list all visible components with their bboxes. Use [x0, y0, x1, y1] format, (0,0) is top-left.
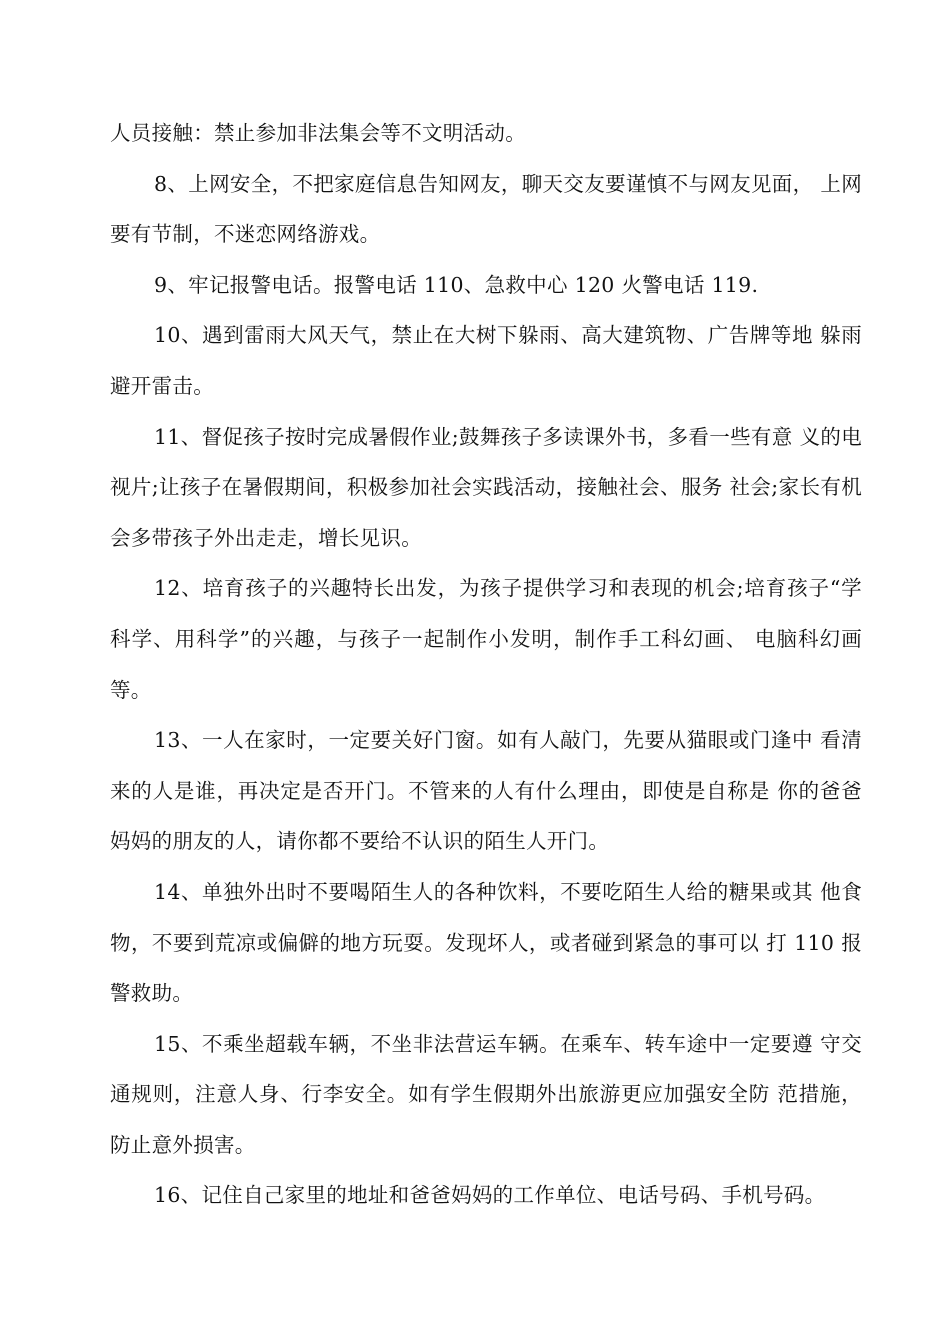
paragraph-item-11: 11、督促孩子按时完成暑假作业;鼓舞孩子多读课外书，多看一些有意 义的电视片;让孩子在暑假期间，积极参加社会实践活动，接触社会、服务 社会;家长有机会多带孩子外出走走，增长见识。 [110, 424, 862, 550]
paragraph-item-8: 8、上网安全，不把家庭信息告知网友，聊天交友要谨慎不与网友见面， 上网要有节制，不迷恋网络游戏。 [110, 171, 862, 247]
paragraph-item-13: 13、一人在家时，一定要关好门窗。如有人敲门，先要从猫眼或门逢中 看清来的人是谁，再决定是否开门。不管来的人有什么理由，即使是自称是 你的爸爸妈妈的朋友的人，请你都不要给不认识的陌生人开门。 [110, 728, 862, 854]
document-body [110, 108, 862, 1221]
paragraph-item-12: 12、培育孩子的兴趣特长出发，为孩子提供学习和表现的机会;培育孩子“学科学、用科学”的兴趣，与孩子一起制作小发明，制作手工科幻画、 电脑科幻画等。 [110, 576, 862, 702]
paragraph-continuation: 人员接触：禁止参加非法集会等不文明活动。 [110, 121, 526, 145]
paragraph-item-9: 9、牢记报警电话。报警电话 110、急救中心 120 火警电话 119. [154, 272, 759, 297]
paragraph-item-15: 15、不乘坐超载车辆，不坐非法营运车辆。在乘车、转车途中一定要遵 守交通规则，注意人身、行李安全。如有学生假期外出旅游更应加强安全防 范措施，防止意外损害。 [110, 1031, 862, 1157]
paragraph-item-16: 16、记住自己家里的地址和爸爸妈妈的工作单位、电话号码、手机号码。 [154, 1183, 826, 1208]
paragraph-item-10: 10、遇到雷雨大风天气，禁止在大树下躲雨、高大建筑物、广告牌等地 躲雨避开雷击。 [110, 323, 862, 398]
paragraph-item-14: 14、单独外出时不要喝陌生人的各种饮料，不要吃陌生人给的糖果或其 他食物，不要到荒凉或偏僻的地方玩耍。发现坏人，或者碰到紧急的事可以 打 110 报警救助。 [110, 879, 862, 1006]
